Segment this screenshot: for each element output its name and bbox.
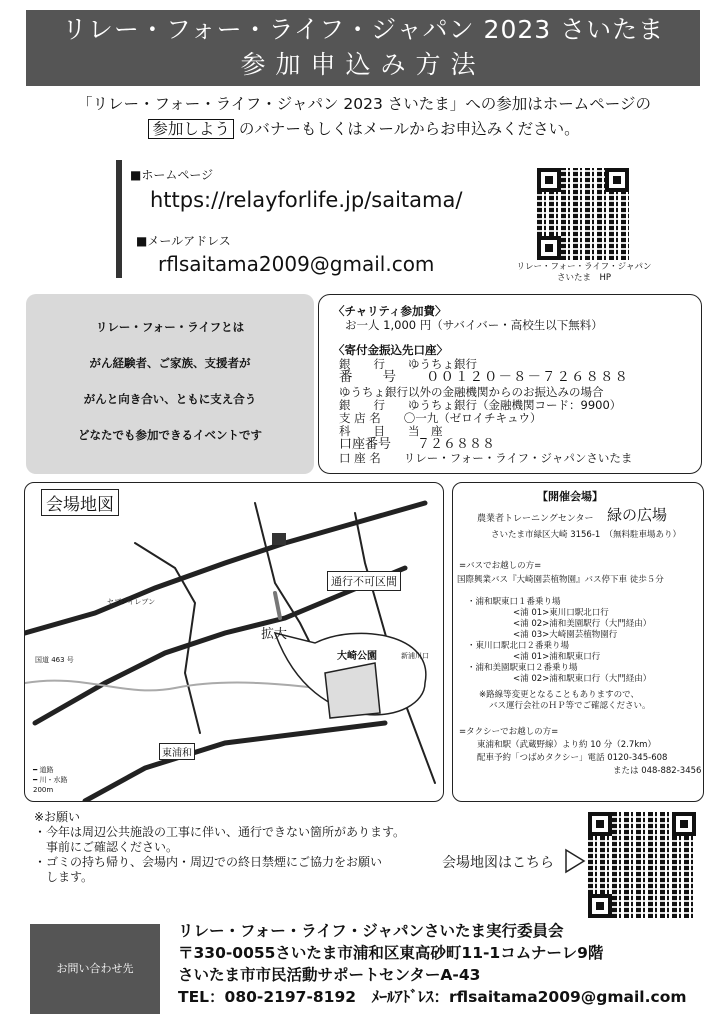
station-label: 新浦川口 (401, 652, 429, 660)
legend-river: ━ 川・水路 (33, 776, 68, 784)
park-label: 大崎公園 (337, 651, 377, 662)
note-item: します。 (34, 870, 94, 884)
bus-row: <浦 01>東川口駅北口行 (513, 608, 609, 618)
venue-title: 【開催会場】 (537, 490, 603, 503)
zoom-arrow (275, 593, 280, 618)
mail-address-link[interactable]: rflsaitama2009@gmail.com (158, 252, 435, 276)
venue-address: さいたま市緑区大崎 3156-1 （無料駐車場あり） (491, 530, 682, 540)
account-title: 〈寄付金振込先口座〉 (333, 343, 448, 357)
bus-row: ・東川口駅北口２番乗り場 (467, 641, 570, 651)
taxi-row: 配車予約「つばめタクシー」電話 0120-345-608 (477, 753, 668, 763)
qr-finder (605, 168, 629, 192)
venue-place-name: 緑の広場 (607, 506, 668, 524)
bus-row: ・浦和美園駅東口２番乗り場 (467, 663, 578, 673)
notes-title: ※お願い (34, 810, 81, 824)
account-row: 番 号 ００１２０－８－７２６８８８ (339, 369, 629, 385)
bus-row: <浦 01>浦和駅東口行 (513, 652, 601, 662)
contact-accent-bar (116, 160, 122, 278)
qr-caption (500, 262, 668, 284)
bus-note: バス運行会社のＨＰ等でご確認ください。 (489, 701, 651, 711)
homepage-qr-code[interactable] (537, 168, 629, 260)
intro-line-2 (20, 117, 708, 142)
about-line-4: どなたでも参加できるイベントです (78, 428, 262, 442)
bus-row: <浦 02>浦和駅東口行（大門経由） (513, 674, 652, 684)
intro-line-2-rest: のバナーもしくはメールからお申込みください。 (238, 120, 580, 138)
qr-caption-line-2: さいたま HP (556, 273, 612, 283)
footer-tel: TEL：080-2197-8192 ﾒｰﾙｱﾄﾞﾚｽ：rflsaitama2009@gmail.com (178, 988, 687, 1006)
station-label: 東浦和 (159, 743, 195, 760)
footer-center: さいたま市市民活動サポートセンターA-43 (178, 966, 481, 984)
venue-info-box (452, 482, 704, 802)
qr-finder (537, 168, 561, 192)
seven-eleven-label: セブンイレブン (107, 598, 156, 606)
about-line-2: がん経験者、ご家族、支援者が (89, 356, 251, 370)
map-cta-text: 会場地図はこちら (442, 855, 554, 871)
mail-label: ■メールアドレス (136, 234, 231, 248)
map-road (25, 503, 425, 633)
taxi-row: 東浦和駅（武蔵野線）より約 10 分（2.7km） (477, 740, 656, 750)
play-arrow-icon (564, 848, 586, 874)
account-row: 銀 行 ゆうちょ銀行 (339, 357, 477, 371)
inquiry-label: お問い合わせ先 (30, 924, 160, 1014)
map-drawing (25, 483, 444, 802)
notes (34, 810, 405, 885)
fee-text: お一人 1,000 円（サバイバー・高校生以下無料） (345, 318, 603, 332)
footer-contact (178, 920, 687, 1008)
account-row: ゆうちょ銀行以外の金融機関からのお振込みの場合 (339, 385, 604, 399)
note-item: ・ゴミの持ち帰り、会場内・周辺での終日禁煙にご協力をお願い (34, 855, 383, 869)
bus-line: 国際興業バス『大崎園芸植物園』バス停下車 徒歩５分 (457, 575, 664, 585)
qr-finder (588, 894, 612, 918)
intro-text (20, 92, 708, 142)
note-item: 事前にご確認ください。 (34, 840, 179, 854)
footer-org: リレー・フォー・ライフ・ジャパンさいたま実行委員会 (178, 922, 564, 940)
homepage-url-link[interactable]: https://relayforlife.jp/saitama/ (150, 188, 463, 212)
header-title: リレー・フォー・ライフ・ジャパン 2023 さいたま (61, 15, 665, 44)
map-title: 会場地図 (41, 489, 119, 516)
bus-row: ・浦和駅東口１番乗り場 (467, 597, 561, 607)
taxi-row: または 048-882-3456 (613, 766, 702, 776)
header-subtitle: 参加申込み方法 (240, 50, 486, 79)
account-row: 支 店 名 〇一九（ゼロイチキュウ） (339, 411, 542, 425)
qr-finder (537, 236, 561, 260)
account-row: 口座番号 ７２６８８８ (339, 437, 496, 452)
page-header (26, 10, 700, 86)
bus-row: <浦 03>大崎園芸植物園行 (513, 630, 618, 640)
route-label: 国道 463 号 (35, 656, 74, 664)
taxi-title: =タクシーでお越しの方= (459, 727, 559, 737)
account-row: 口 座 名 リレー・フォー・ライフ・ジャパンさいたま (339, 451, 633, 465)
venue-area (325, 663, 380, 718)
about-box (26, 294, 314, 474)
venue-map (24, 482, 444, 802)
intro-line-1: 「リレー・フォー・ライフ・ジャパン 2023 さいたま」への参加はホームページの (77, 95, 651, 113)
qr-finder (588, 812, 612, 836)
account-row: 銀 行 ゆうちょ銀行（金融機関コード：9900） (339, 398, 622, 412)
map-qr-code[interactable] (588, 812, 696, 918)
legend-road: ━ 道路 (33, 766, 54, 774)
bus-row: <浦 02>浦和美園駅行（大門経由） (513, 619, 652, 629)
homepage-label: ■ホームページ (130, 168, 214, 182)
bus-note: ※路線等変更となることもありますので、 (479, 690, 639, 700)
closed-section-label: 通行不可区間 (327, 571, 401, 591)
account-row: 科 目 当 座 (339, 424, 443, 438)
banner-label[interactable]: 参加しよう (148, 119, 234, 139)
zoom-label: 拡大 (261, 627, 288, 642)
qr-finder (672, 812, 696, 836)
fee-title: 〈チャリティ参加費〉 (333, 304, 447, 318)
map-road (135, 543, 200, 733)
venue-marker (272, 533, 286, 545)
fee-account-box (318, 294, 702, 474)
footer-address: 〒330-0055さいたま市浦和区東高砂町11-1コムナーレ9階 (178, 944, 604, 962)
about-line-1: リレー・フォー・ライフとは (95, 320, 245, 334)
qr-caption-line-1: リレー・フォー・ライフ・ジャパン (516, 262, 652, 272)
about-line-3: がんと向き合い、ともに支え合う (83, 392, 257, 406)
bus-title: =バスでお越しの方= (459, 561, 542, 571)
note-item: ・今年は周辺公共施設の工事に伴い、通行できない箇所があります。 (34, 825, 406, 839)
venue-place-small: 農業者トレーニングセンター (477, 514, 594, 524)
map-road (85, 723, 385, 801)
map-scale: 200m (33, 786, 54, 794)
